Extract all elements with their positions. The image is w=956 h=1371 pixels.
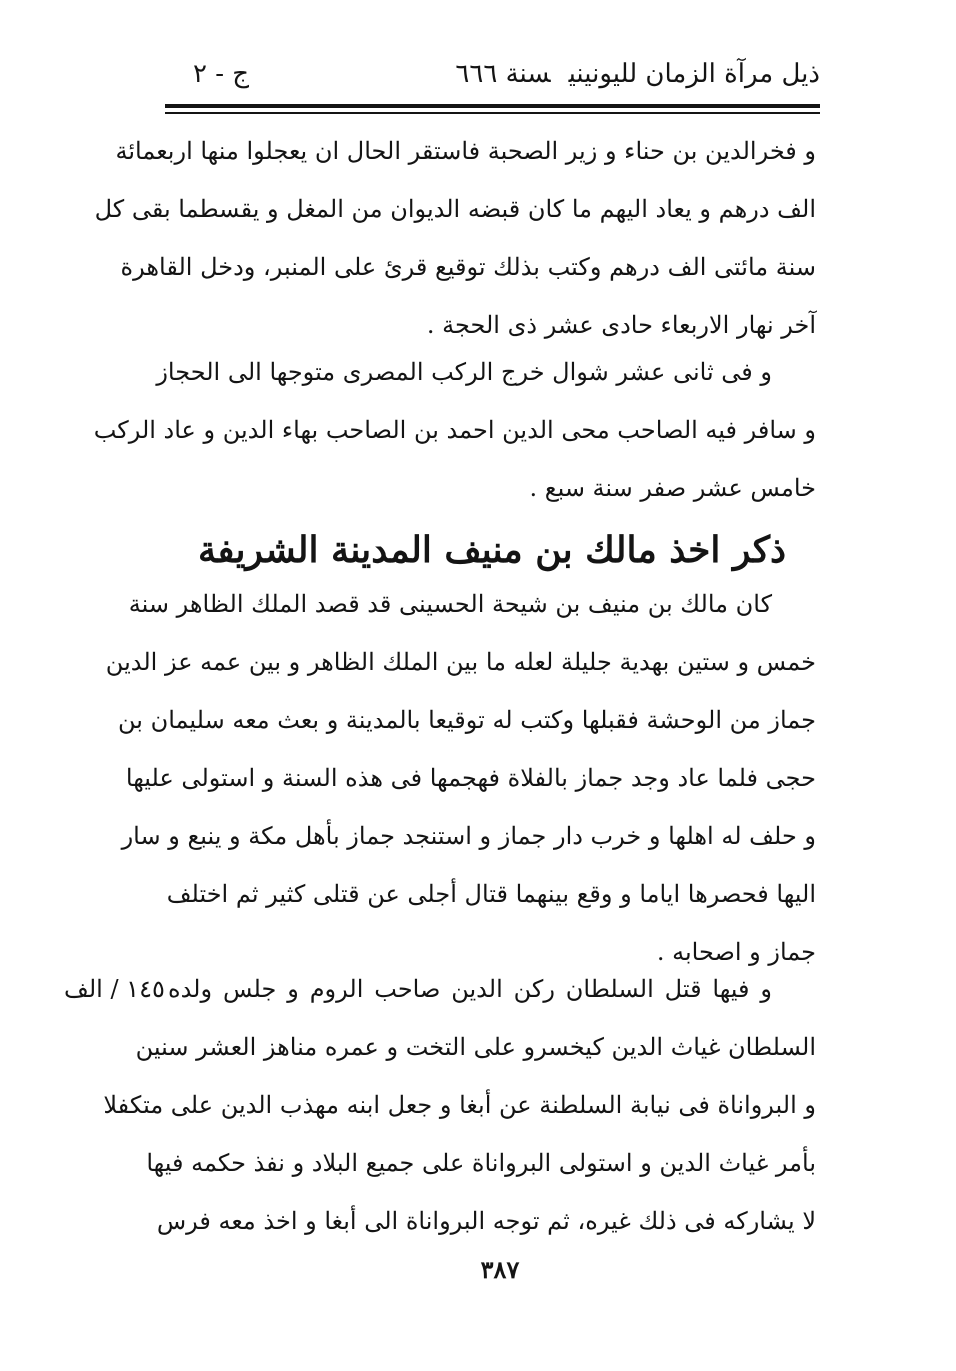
text-line: و حلف له اهلها و خرب دار جماز و استنجد جماز بأهل مكة و ينبع و سار: [121, 822, 816, 850]
text-line: السلطان غياث الدين كيخسرو على التخت و عمره مناهز العشر سنين: [135, 1033, 816, 1061]
section-heading: ذكر اخذ مالك بن منيف المدينة الشريفة: [198, 529, 786, 571]
folio-margin-note: ١٤٥ / الف: [64, 975, 165, 1003]
text-line: كان مالك بن منيف بن شيحة الحسينى قد قصد الملك الظاهر سنة: [128, 590, 772, 618]
text-line: آخر نهار الاربعاء حادى عشر ذى الحجة .: [426, 311, 816, 339]
header-year: سنة ٦٦٦: [455, 59, 551, 89]
header-rule-thin: [165, 112, 820, 114]
text-line: جماز و اصحابه .: [656, 938, 816, 966]
header-rule-thick: [165, 104, 820, 108]
text-line: سنة مائتى الف درهم وكتب بذلك توقيع قرئ على المنبر، ودخل القاهرة: [120, 253, 816, 281]
text-line: و البرواناة فى نيابة السلطنة عن أبغا و جعل ابنه مهذب الدين على متكفلا: [103, 1091, 816, 1119]
text-line: الف درهم و يعاد اليهم ما كان قبضه الديوان من المغل و يقسطما بقى كل: [94, 195, 816, 223]
text-line: خامس عشر صفر سنة سبع .: [529, 474, 816, 502]
text-line: جماز من الوحشة فقبلها وكتب له توقيعا بالمدينة و بعث معه سليمان بن: [118, 706, 816, 734]
page-number: ٣٨٧: [480, 1255, 520, 1284]
text-line: و فخرالدين بن حناء و زير الصحبة فاستقر الحال ان يعجلوا منها اربعمائة: [115, 137, 816, 165]
page-header: [165, 52, 820, 96]
text-line: و فيها قتل السلطان ركن الدين صاحب الروم و جلس ولده: [168, 975, 772, 1003]
text-line: لا يشاركه فى ذلك غيره، ثم توجه البرواناة الى أبغا و اخذ معه فرس: [156, 1207, 816, 1235]
text-line: اليها فحصرها اياما و وقع بينهما قتال أجلى عن قتلى كثير ثم اختلف: [166, 880, 816, 908]
running-title: [455, 58, 820, 90]
paragraph-3: [105, 575, 816, 981]
volume-label: ج - ٢: [193, 59, 250, 89]
text-line: بأمر غياث الدين و استولى البرواناة على جميع البلاد و نفذ حكمه فيها: [146, 1149, 816, 1177]
book-title: ذيل مرآة الزمان لليونيني: [568, 59, 820, 89]
text-line: و سافر فيه الصاحب محى الدين احمد بن الصاحب بهاء الدين و عاد الركب: [93, 416, 816, 444]
paragraph-1: [94, 122, 816, 354]
text-line: و فى ثانى عشر شوال خرج الركب المصرى متوجها الى الحجاز: [156, 358, 772, 386]
paragraph-2: [93, 343, 816, 517]
text-line: خمس و ستين بهدية جليلة لعله ما بين الملك الظاهر و بين عمه عز الدين: [105, 648, 816, 676]
text-line: حجى فلما عاد وجد جماز بالفلاة فهجمها فى هذه السنة و استولى عليها: [125, 764, 816, 792]
